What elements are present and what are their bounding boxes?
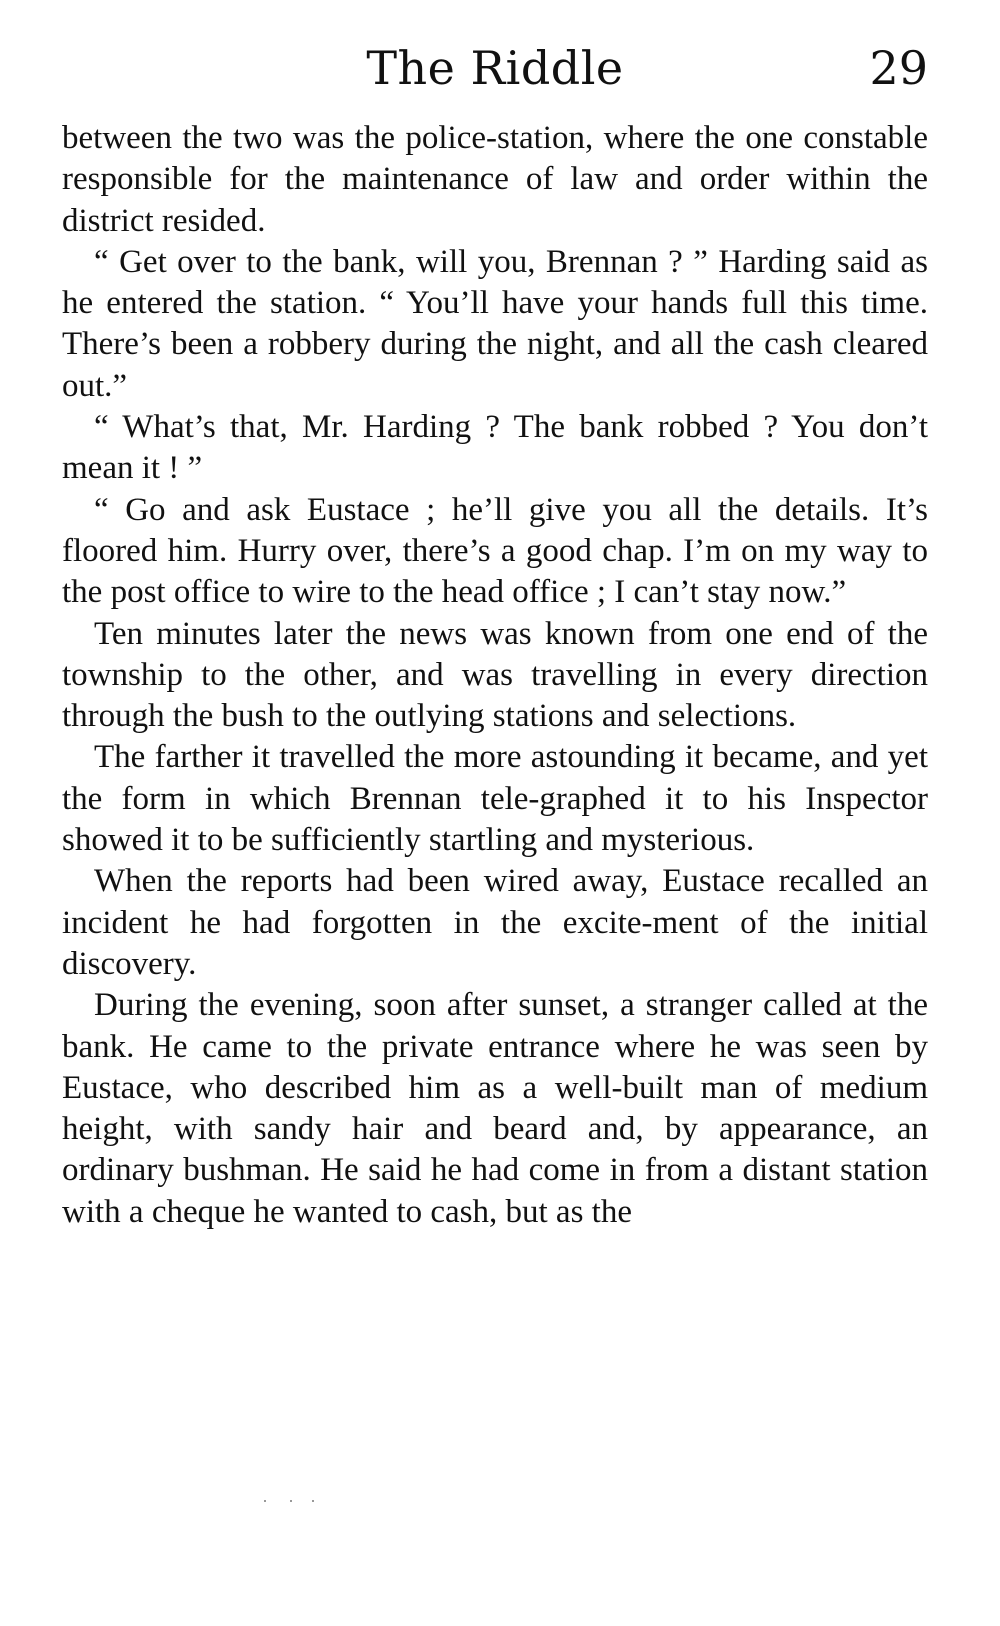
paragraph-continuation: between the two was the police-station, where the one constable responsible for the maintenance of law and order within the district resided. [62, 120, 928, 239]
paragraph: “ Get over to the bank, will you, Brennan ? ” Harding said as he entered the station. “ You’ll have your hands full this time. There’s been a robbery during the night, and all the cash cleared out.” [62, 243, 928, 404]
paragraph: “ Go and ask Eustace ; he’ll give you all the details. It’s floored him. Hurry over, there’s a good chap. I’m on my way to the post office to wire to the head office ; I can’t stay now.” [62, 491, 928, 611]
paragraph: The farther it travelled the more astounding it became, and yet the form in which Brennan tele-graphed it to his Inspector showed it to be sufficiently startling and mysterious. [62, 739, 928, 859]
paragraph: When the reports had been wired away, Eustace recalled an incident he had forgotten in the excite-ment of the initial discovery. [62, 863, 928, 982]
body-text [62, 118, 928, 1233]
running-title: The Riddle [366, 41, 624, 95]
page-number: 29 [869, 41, 928, 95]
paragraph: “ What’s that, Mr. Harding ? The bank robbed ? You don’t mean it ! ” [62, 409, 928, 487]
print-specks [260, 1500, 340, 1506]
running-head [62, 38, 928, 98]
paragraph: Ten minutes later the news was known from one end of the township to the other, and was travelling in every direction through the bush to the outlying stations and selections. [62, 615, 928, 735]
paragraph: During the evening, soon after sunset, a stranger called at the bank. He came to the private entrance where he was seen by Eustace, who described him as a well-built man of medium height, with sandy hair and beard and, by appearance, an ordinary bushman. He said he had come in from a distant station with a cheque he wanted to cash, but as the [62, 987, 928, 1230]
